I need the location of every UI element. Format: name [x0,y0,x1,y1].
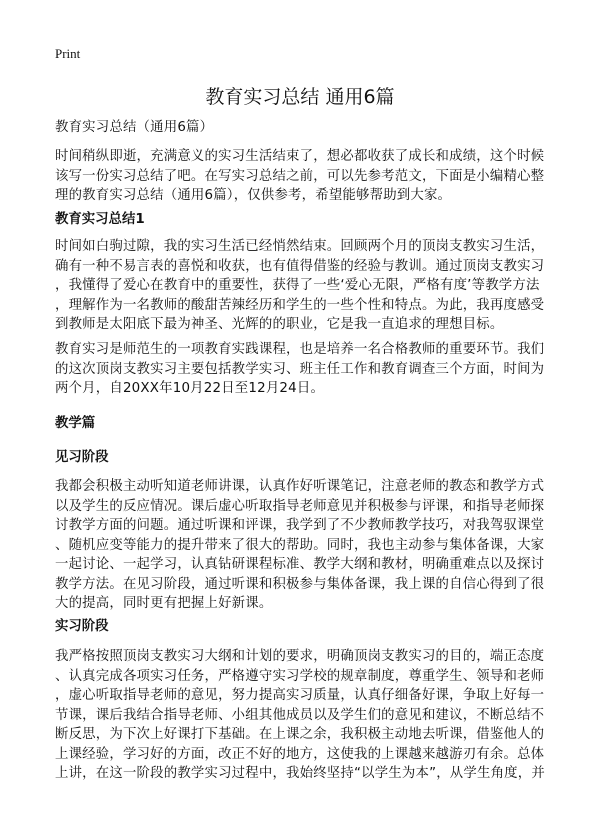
section-heading: 教学篇 [55,416,96,431]
text-line: 、认真完成各项实习任务，严格遵守实习学校的规章制度，尊重学生、领导和老师 [55,668,545,684]
text-line: 大的提高，同时更有把握上好新课。 [55,596,273,611]
text-line: 两个月，自20XX年10月22日至12月24日。 [55,381,325,396]
text-line: 讨教学方面的问题。通过听课和评课，我学到了不少教师教学技巧，对我驾驭课堂 [55,518,545,533]
text-line: 确有一种不易言表的喜悦和收获，也有值得借鉴的经验与教训。通过顶岗支教实习 [55,258,545,274]
paragraph [55,237,545,335]
subtitle-text: 教育实习总结（通用6篇） [55,120,214,135]
section-heading: 实习阶段 [55,619,109,634]
intro-paragraph [55,147,545,206]
text-line: 我严格按照顶岗支教实习大纲和计划的要求，明确顶岗支教实习的目的，端正态度 [55,649,545,664]
text-line: 上讲，在这一阶段的教学实习过程中，我始终坚持“以学生为本”，从学生角度，并 [55,766,545,781]
text-line: ，虚心听取指导老师的意见，努力提高实习质量，认真仔细备好课，争取上好每一 [55,688,545,703]
text-line: 上课经验，学习好的方面，改正不好的地方，这使我的上课越来越游刃有余。总体 [55,746,545,762]
text-line: 该写一份实习总结了吧。在写实习总结之前，可以先参考范文，下面是小编精心整 [55,168,545,184]
print-link[interactable]: Print [55,46,81,61]
section-heading: 教育实习总结1 [55,212,145,227]
text-line: 断反思，为下次上好课打下基础。在上课之余，我积极主动地去听课，借鉴他人的 [55,727,545,742]
section-heading: 见习阶段 [55,450,109,465]
text-line: ，我懂得了爱心在教育中的重要性，获得了一些‘爱心无限，严格有度’等教学方法 [55,278,540,293]
text-line: 一起讨论、一起学习，认真钻研课程标准、教学大纲和教材，明确重难点以及探讨 [55,557,545,572]
text-line: 、随机应变等能力的提升带来了很大的帮助。同时，我也主动参与集体备课，大家 [55,537,545,553]
text-line: 教学方法。在见习阶段，通过听课和积极参与集体备课，我上课的自信心得到了很 [55,576,545,592]
text-line: 我都会积极主动听知道老师讲课，认真作好听课笔记，注意老师的教态和教学方式 [55,479,545,494]
text-line: 节课，课后我结合指导老师、小组其他成员以及学生们的意见和建议，不断总结不 [55,707,545,723]
paragraph [55,340,545,399]
paragraph [55,647,545,784]
text-line: 到教师是太阳底下最为神圣、光辉的的职业，它是我一直追求的理想目标。 [55,317,504,332]
paragraph [55,477,545,614]
page-title: 教育实习总结 通用6篇 [205,86,395,108]
text-line: 理的教育实习总结（通用6篇），仅供参考，希望能够帮助到大家。 [55,188,452,203]
text-line: 的这次顶岗支教实习主要包括教学实习、班主任工作和教育调查三个方面，时间为 [55,361,545,377]
text-line: 时间稍纵即逝，充满意义的实习生活结束了，想必都收获了成长和成绩，这个时候 [55,149,545,164]
text-line: 以及学生的反应情况。课后虚心听取指导老师意见并积极参与评课，和指导老师探 [55,498,545,514]
text-line: ，理解作为一名教师的酸甜苦辣经历和学生的一些个性和特点。为此，我再度感受 [55,297,545,313]
subtitle [55,118,535,138]
text-line: 时间如白驹过隙，我的实习生活已经悄然结束。回顾两个月的顶岗支教实习生活， [55,239,545,254]
text-line: 教育实习是师范生的一项教育实践课程，也是培养一名合格教师的重要环节。我们 [55,342,545,357]
